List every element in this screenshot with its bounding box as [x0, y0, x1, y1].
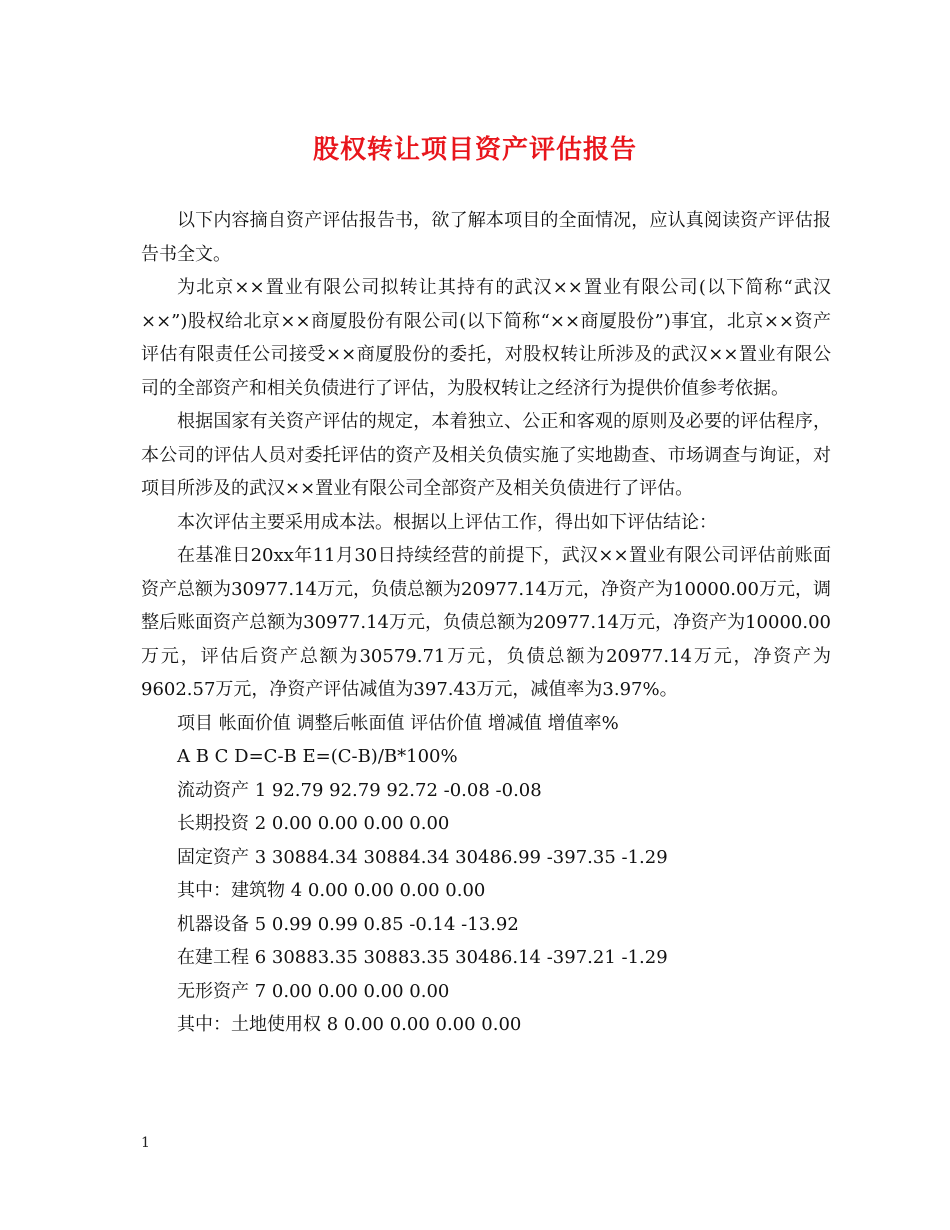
paragraph-method: 本次评估主要采用成本法。根据以上评估工作，得出如下评估结论： — [177, 511, 717, 533]
table-line-current-assets: 流动资产 1 92.79 92.79 92.72 -0.08 -0.08 — [177, 779, 542, 801]
table-line-fixed-assets: 固定资产 3 30884.34 30884.34 30486.99 -397.35 -1.29 — [177, 846, 668, 868]
paragraph-purpose: 为北京××置业有限公司拟转让其持有的武汉××置业有限公司(以下简称“武汉××”)股权给北京××商厦股份有限公司(以下简称“××商厦股份”)事宜，北京××资产评估有限责任公司接受××商厦股份的委托，对股权转让所涉及的武汉××置业有限公司的全部资产和相关负债进行了评估，为股权转让之经济行为提供价值参考依据。 — [141, 277, 831, 399]
paragraph-procedure: 根据国家有关资产评估的规定，本着独立、公正和客观的原则及必要的评估程序，本公司的评估人员对委托评估的资产及相关负债实施了实地勘查、市场调查与询证，对项目所涉及的武汉××置业有限公司全部资产及相关负债进行了评估。 — [141, 411, 831, 499]
table-line-intangible-assets: 无形资产 7 0.00 0.00 0.00 0.00 — [177, 980, 450, 1002]
paragraph-intro: 以下内容摘自资产评估报告书，欲了解本项目的全面情况，应认真阅读资产评估报告书全文。 — [141, 210, 831, 265]
table-line-formula: A B C D=C-B E=(C-B)/B*100% — [177, 746, 458, 767]
paragraph-conclusion: 在基准日20xx年11月30日持续经营的前提下，武汉××置业有限公司评估前账面资产总额为30977.14万元，负债总额为20977.14万元，净资产为10000.00万元，调整后账面资产总额为30977.14万元，负债总额为20977.14万元，净资产为10000.00万元，评估后资产总额为30579.71万元，负债总额为20977.14万元，净资产为9602.57万元，净资产评估减值为397.43万元，减值率为3.97%。 — [141, 545, 831, 700]
table-line-land-use-rights: 其中：土地使用权 8 0.00 0.00 0.00 0.00 — [177, 1014, 522, 1035]
table-line-machinery: 机器设备 5 0.99 0.99 0.85 -0.14 -13.92 — [177, 913, 519, 935]
table-line-long-term-investment: 长期投资 2 0.00 0.00 0.00 0.00 — [177, 813, 450, 834]
table-line-header: 项目 帐面价值 调整后帐面值 评估价值 增减值 增值率% — [177, 712, 619, 734]
table-line-buildings: 其中：建筑物 4 0.00 0.00 0.00 0.00 — [177, 880, 486, 901]
document-body — [141, 204, 831, 1042]
document-title: 股权转让项目资产评估报告 — [312, 135, 637, 165]
page-number: 1 — [141, 1135, 150, 1151]
table-line-construction: 在建工程 6 30883.35 30883.35 30486.14 -397.21 -1.29 — [177, 947, 668, 968]
